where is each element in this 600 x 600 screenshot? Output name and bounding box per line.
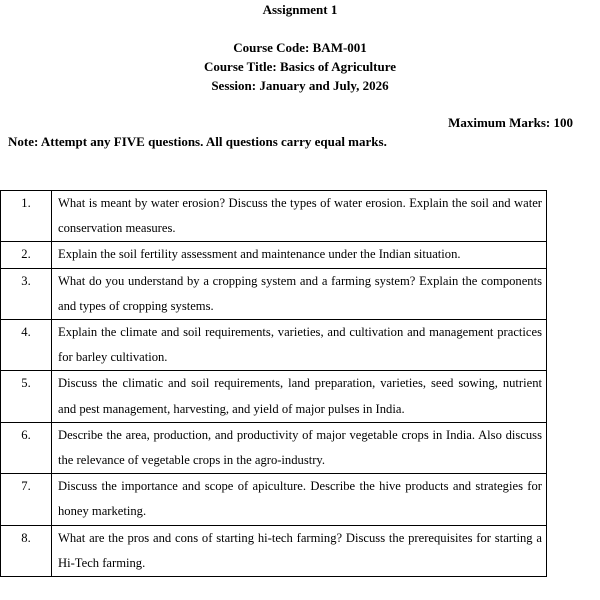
question-number: 3. bbox=[1, 268, 52, 319]
course-code: Course Code: BAM-001 bbox=[233, 40, 367, 55]
question-row bbox=[1, 371, 547, 422]
question-row bbox=[1, 422, 547, 473]
course-title: Course Title: Basics of Agriculture bbox=[203, 59, 397, 74]
questions-table bbox=[0, 190, 547, 577]
question-text: What do you understand by a cropping system and a farming system? Explain the components and types of cropping systems. bbox=[52, 268, 547, 319]
question-number: 1. bbox=[1, 191, 52, 242]
question-text: Explain the soil fertility assessment and maintenance under the Indian situation. bbox=[52, 242, 547, 268]
question-row bbox=[1, 525, 547, 576]
question-text: Discuss the importance and scope of apiculture. Describe the hive products and strategies for honey marketing. bbox=[52, 474, 547, 525]
question-row bbox=[1, 191, 547, 242]
question-row bbox=[1, 474, 547, 525]
question-row bbox=[1, 268, 547, 319]
question-text: Describe the area, production, and productivity of major vegetable crops in India. Also discuss the relevance of vegetable crops in the agro-industry. bbox=[52, 422, 547, 473]
question-number: 6. bbox=[1, 422, 52, 473]
maximum-marks: Maximum Marks: 100 bbox=[448, 115, 573, 130]
question-number: 4. bbox=[1, 320, 52, 371]
question-text: Explain the climate and soil requirements, varieties, and cultivation and management practices for barley cultivation. bbox=[52, 320, 547, 371]
question-row bbox=[1, 320, 547, 371]
question-number: 5. bbox=[1, 371, 52, 422]
question-number: 2. bbox=[1, 242, 52, 268]
session: Session: January and July, 2026 bbox=[211, 78, 389, 93]
question-text: What are the pros and cons of starting hi-tech farming? Discuss the prerequisites for starting a Hi-Tech farming. bbox=[52, 525, 547, 576]
instructions-note: Note: Attempt any FIVE questions. All questions carry equal marks. bbox=[8, 134, 387, 149]
question-text: Discuss the climatic and soil requirements, land preparation, varieties, seed sowing, nutrient and pest management, harvesting, and yield of major pulses in India. bbox=[52, 371, 547, 422]
question-number: 7. bbox=[1, 474, 52, 525]
question-number: 8. bbox=[1, 525, 52, 576]
question-text: What is meant by water erosion? Discuss the types of water erosion. Explain the soil and water conservation measures. bbox=[52, 191, 547, 242]
assignment-title: Assignment 1 bbox=[262, 2, 338, 17]
question-row bbox=[1, 242, 547, 268]
